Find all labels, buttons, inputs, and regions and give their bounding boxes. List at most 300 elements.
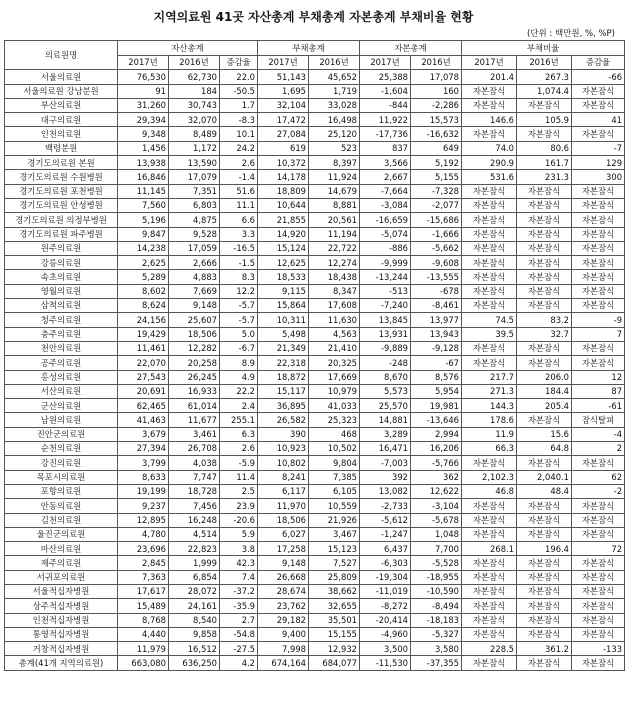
cell-ratio-change: 7 [572, 327, 625, 341]
cell-ratio-2016: 자본잠식 [517, 284, 572, 298]
cell-ratio-change: 자본잠식 [572, 570, 625, 584]
cell-equity-2016: 362 [411, 470, 462, 484]
cell-ratio-2017: 자본잠식 [462, 599, 517, 613]
cell-assets-change: 42.3 [220, 556, 258, 570]
table-row [5, 141, 625, 155]
table-row [5, 470, 625, 484]
table-row [5, 642, 625, 656]
cell-name: 경기도의료원 의정부병원 [5, 213, 118, 227]
cell-liab-2017: 12,625 [258, 256, 309, 270]
cell-equity-2016: -678 [411, 284, 462, 298]
cell-ratio-change: 잠식탈피 [572, 413, 625, 427]
cell-ratio-2017: 자본잠식 [462, 84, 517, 98]
cell-assets-change: -37.2 [220, 584, 258, 598]
cell-liab-2017: 28,674 [258, 584, 309, 598]
cell-assets-2017: 29,394 [118, 113, 169, 127]
cell-liab-2016: 11,924 [309, 170, 360, 184]
cell-liab-2016: 25,120 [309, 127, 360, 141]
cell-liab-2016: 17,608 [309, 299, 360, 313]
cell-name: 백령분원 [5, 141, 118, 155]
table-row [5, 556, 625, 570]
cell-ratio-2017: 74.0 [462, 141, 517, 155]
cell-liab-2017: 390 [258, 427, 309, 441]
cell-equity-2017: -513 [360, 284, 411, 298]
cell-name: 홍성의료원 [5, 370, 118, 384]
cell-assets-2017: 15,489 [118, 599, 169, 613]
cell-liab-2017: 6,027 [258, 527, 309, 541]
cell-assets-2017: 17,617 [118, 584, 169, 598]
cell-ratio-2016: 자본잠식 [517, 456, 572, 470]
cell-name: 경기도의료원 파주병원 [5, 227, 118, 241]
table-row [5, 499, 625, 513]
cell-assets-2017: 9,348 [118, 127, 169, 141]
table-row [5, 213, 625, 227]
cell-liab-2016: 3,467 [309, 527, 360, 541]
cell-name: 울진군의료원 [5, 527, 118, 541]
cell-assets-2016: 4,038 [169, 456, 220, 470]
cell-ratio-2016: 83.2 [517, 313, 572, 327]
cell-equity-2017: -11,530 [360, 656, 411, 670]
cell-assets-2016: 1,999 [169, 556, 220, 570]
cell-equity-2016: -5,678 [411, 513, 462, 527]
cell-equity-2016: -67 [411, 356, 462, 370]
cell-name: 강진의료원 [5, 456, 118, 470]
cell-ratio-2016: 자본잠식 [517, 184, 572, 198]
cell-assets-2016: 184 [169, 84, 220, 98]
cell-assets-change: 6.3 [220, 427, 258, 441]
cell-assets-change: 1.7 [220, 98, 258, 112]
cell-equity-2017: -11,019 [360, 584, 411, 598]
cell-equity-2017: -1,247 [360, 527, 411, 541]
cell-ratio-2016: 자본잠식 [517, 356, 572, 370]
cell-equity-2016: -8,461 [411, 299, 462, 313]
cell-equity-2017: 13,082 [360, 484, 411, 498]
cell-assets-change: 6.6 [220, 213, 258, 227]
cell-equity-2016: 19,981 [411, 399, 462, 413]
cell-equity-2016: -18,955 [411, 570, 462, 584]
cell-liab-2016: 14,679 [309, 184, 360, 198]
cell-ratio-2017: 자본잠식 [462, 98, 517, 112]
cell-assets-change: 51.6 [220, 184, 258, 198]
cell-liab-2017: 17,472 [258, 113, 309, 127]
cell-assets-2016: 30,743 [169, 98, 220, 112]
cell-assets-2016: 26,708 [169, 442, 220, 456]
cell-assets-2016: 25,607 [169, 313, 220, 327]
cell-ratio-2017: 201.4 [462, 70, 517, 84]
cell-ratio-2016: 자본잠식 [517, 599, 572, 613]
cell-assets-change: -54.8 [220, 627, 258, 641]
cell-ratio-2016: 184.4 [517, 384, 572, 398]
cell-liab-2016: 41,033 [309, 399, 360, 413]
cell-liab-2016: 468 [309, 427, 360, 441]
cell-liab-2016: 11,194 [309, 227, 360, 241]
cell-assets-change: 11.1 [220, 198, 258, 212]
cell-liab-2017: 32,104 [258, 98, 309, 112]
cell-ratio-change: 자본잠식 [572, 556, 625, 570]
cell-ratio-2016: 자본잠식 [517, 513, 572, 527]
cell-ratio-2017: 39.5 [462, 327, 517, 341]
cell-assets-2016: 6,803 [169, 198, 220, 212]
cell-assets-2016: 11,677 [169, 413, 220, 427]
cell-equity-2016: -7,328 [411, 184, 462, 198]
cell-assets-2016: 7,456 [169, 499, 220, 513]
cell-assets-change: -1.5 [220, 256, 258, 270]
cell-liab-2016: 7,385 [309, 470, 360, 484]
cell-ratio-2016: 205.4 [517, 399, 572, 413]
cell-name: 인천적십자병원 [5, 613, 118, 627]
header-year-2017: 2017년 [118, 56, 169, 70]
cell-liab-2016: 9,804 [309, 456, 360, 470]
cell-assets-2016: 17,059 [169, 241, 220, 255]
cell-equity-2017: 3,566 [360, 156, 411, 170]
cell-assets-change: -35.9 [220, 599, 258, 613]
cell-equity-2016: -2,077 [411, 198, 462, 212]
cell-ratio-2016: 자본잠식 [517, 613, 572, 627]
cell-equity-2016: -9,128 [411, 341, 462, 355]
cell-liab-2017: 15,864 [258, 299, 309, 313]
cell-ratio-change: -66 [572, 70, 625, 84]
cell-equity-2017: -13,244 [360, 270, 411, 284]
cell-ratio-2016: 자본잠식 [517, 584, 572, 598]
header-equity: 자본총계 [360, 41, 462, 56]
cell-ratio-2017: 자본잠식 [462, 184, 517, 198]
table-row [5, 170, 625, 184]
cell-equity-2016: -3,104 [411, 499, 462, 513]
cell-liab-2016: 4,563 [309, 327, 360, 341]
cell-name: 군산의료원 [5, 399, 118, 413]
cell-liab-2016: 8,881 [309, 198, 360, 212]
cell-assets-2016: 62,730 [169, 70, 220, 84]
cell-liab-2017: 23,762 [258, 599, 309, 613]
cell-liab-2017: 21,855 [258, 213, 309, 227]
cell-name: 경기도의료원 수원병원 [5, 170, 118, 184]
cell-equity-2016: -13,555 [411, 270, 462, 284]
cell-assets-change: 5.0 [220, 327, 258, 341]
table-row [5, 627, 625, 641]
cell-liab-2016: 25,323 [309, 413, 360, 427]
cell-ratio-2017: 자본잠식 [462, 227, 517, 241]
cell-equity-2016: -13,646 [411, 413, 462, 427]
cell-assets-2016: 17,079 [169, 170, 220, 184]
cell-name: 서귀포의료원 [5, 570, 118, 584]
cell-ratio-2017: 146.6 [462, 113, 517, 127]
cell-ratio-change: 자본잠식 [572, 627, 625, 641]
cell-assets-2017: 663,080 [118, 656, 169, 670]
cell-liab-2017: 15,124 [258, 241, 309, 255]
table-row [5, 542, 625, 556]
cell-assets-change: 4.9 [220, 370, 258, 384]
cell-ratio-change: 자본잠식 [572, 84, 625, 98]
header-liabilities: 부채총계 [258, 41, 360, 56]
cell-liab-2017: 10,644 [258, 198, 309, 212]
cell-assets-2017: 16,846 [118, 170, 169, 184]
cell-assets-2016: 16,512 [169, 642, 220, 656]
cell-liab-2017: 18,809 [258, 184, 309, 198]
cell-equity-2016: 5,954 [411, 384, 462, 398]
cell-ratio-change: 자본잠식 [572, 527, 625, 541]
cell-assets-2016: 2,666 [169, 256, 220, 270]
cell-assets-change: 2.6 [220, 442, 258, 456]
cell-assets-2017: 4,440 [118, 627, 169, 641]
cell-assets-2017: 3,679 [118, 427, 169, 441]
cell-equity-2016: 3,580 [411, 642, 462, 656]
cell-equity-2016: 7,700 [411, 542, 462, 556]
cell-equity-2017: -17,736 [360, 127, 411, 141]
cell-liab-2017: 9,115 [258, 284, 309, 298]
cell-equity-2017: -19,304 [360, 570, 411, 584]
table-row [5, 127, 625, 141]
cell-equity-2016: 13,977 [411, 313, 462, 327]
cell-assets-change: 11.4 [220, 470, 258, 484]
cell-equity-2017: 3,289 [360, 427, 411, 441]
cell-ratio-change: 자본잠식 [572, 227, 625, 241]
cell-assets-2016: 8,540 [169, 613, 220, 627]
cell-ratio-2017: 217.7 [462, 370, 517, 384]
cell-name: 상주적십자병원 [5, 599, 118, 613]
cell-assets-2016: 61,014 [169, 399, 220, 413]
cell-assets-2017: 20,691 [118, 384, 169, 398]
cell-equity-2016: -37,355 [411, 656, 462, 670]
cell-ratio-change: -61 [572, 399, 625, 413]
table-row [5, 570, 625, 584]
cell-ratio-2016: 자본잠식 [517, 656, 572, 670]
table-row [5, 513, 625, 527]
cell-ratio-2017: 144.3 [462, 399, 517, 413]
cell-equity-2017: -1,604 [360, 84, 411, 98]
cell-ratio-2016: 자본잠식 [517, 213, 572, 227]
cell-equity-2016: 5,192 [411, 156, 462, 170]
cell-assets-2017: 41,463 [118, 413, 169, 427]
cell-ratio-2017: 290.9 [462, 156, 517, 170]
cell-liab-2016: 10,502 [309, 442, 360, 456]
cell-name: 천안의료원 [5, 341, 118, 355]
cell-liab-2017: 21,349 [258, 341, 309, 355]
cell-equity-2017: 13,845 [360, 313, 411, 327]
cell-equity-2016: -15,686 [411, 213, 462, 227]
cell-liab-2016: 10,979 [309, 384, 360, 398]
cell-assets-2017: 4,780 [118, 527, 169, 541]
table-row [5, 413, 625, 427]
cell-equity-2017: 8,670 [360, 370, 411, 384]
cell-equity-2016: 15,573 [411, 113, 462, 127]
cell-ratio-change: -9 [572, 313, 625, 327]
cell-ratio-change: 자본잠식 [572, 356, 625, 370]
cell-assets-change: 23.9 [220, 499, 258, 513]
cell-assets-change: 22.2 [220, 384, 258, 398]
cell-liab-2016: 1,719 [309, 84, 360, 98]
cell-name: 영월의료원 [5, 284, 118, 298]
header-debt-ratio: 부채비율 [462, 41, 625, 56]
cell-assets-2017: 9,237 [118, 499, 169, 513]
cell-liab-2017: 18,533 [258, 270, 309, 284]
cell-liab-2016: 684,077 [309, 656, 360, 670]
cell-liab-2017: 26,582 [258, 413, 309, 427]
header-change-ratio: 증감율 [572, 56, 625, 70]
cell-ratio-change: -4 [572, 427, 625, 441]
cell-ratio-2017: 2,102.3 [462, 470, 517, 484]
cell-ratio-2016: 105.9 [517, 113, 572, 127]
cell-ratio-2016: 64.8 [517, 442, 572, 456]
header-name: 의료원명 [5, 41, 118, 70]
cell-assets-2016: 20,258 [169, 356, 220, 370]
header-year-2017: 2017년 [462, 56, 517, 70]
cell-liab-2016: 22,722 [309, 241, 360, 255]
table-row [5, 370, 625, 384]
cell-ratio-change: 12 [572, 370, 625, 384]
cell-ratio-2016: 80.6 [517, 141, 572, 155]
cell-assets-2017: 19,199 [118, 484, 169, 498]
cell-equity-2016: -8,494 [411, 599, 462, 613]
cell-assets-2016: 9,148 [169, 299, 220, 313]
cell-liab-2016: 15,123 [309, 542, 360, 556]
table-row [5, 384, 625, 398]
cell-ratio-2017: 268.1 [462, 542, 517, 556]
cell-ratio-2016: 231.3 [517, 170, 572, 184]
cell-ratio-change: 62 [572, 470, 625, 484]
cell-ratio-change: 129 [572, 156, 625, 170]
cell-ratio-2017: 자본잠식 [462, 299, 517, 313]
cell-assets-2016: 3,461 [169, 427, 220, 441]
table-row [5, 184, 625, 198]
cell-ratio-2016: 48.4 [517, 484, 572, 498]
cell-equity-2017: -9,999 [360, 256, 411, 270]
cell-assets-2016: 22,823 [169, 542, 220, 556]
cell-assets-2016: 28,072 [169, 584, 220, 598]
cell-ratio-2017: 자본잠식 [462, 527, 517, 541]
cell-ratio-change: 자본잠식 [572, 127, 625, 141]
cell-equity-2016: -5,662 [411, 241, 462, 255]
cell-ratio-2017: 46.8 [462, 484, 517, 498]
cell-ratio-2016: 2,040.1 [517, 470, 572, 484]
cell-equity-2017: -248 [360, 356, 411, 370]
table-row [5, 341, 625, 355]
cell-name: 남원의료원 [5, 413, 118, 427]
cell-ratio-2017: 531.6 [462, 170, 517, 184]
cell-equity-2016: -5,327 [411, 627, 462, 641]
cell-assets-change: -5.7 [220, 313, 258, 327]
cell-equity-2017: -844 [360, 98, 411, 112]
cell-liab-2017: 22,318 [258, 356, 309, 370]
table-row [5, 227, 625, 241]
cell-assets-2017: 14,238 [118, 241, 169, 255]
cell-ratio-2016: 자본잠식 [517, 570, 572, 584]
cell-ratio-change: 자본잠식 [572, 270, 625, 284]
table-row [5, 98, 625, 112]
table-row [5, 613, 625, 627]
cell-ratio-2017: 11.9 [462, 427, 517, 441]
cell-ratio-2017: 자본잠식 [462, 499, 517, 513]
cell-name: 강릉의료원 [5, 256, 118, 270]
cell-assets-2016: 4,883 [169, 270, 220, 284]
cell-liab-2016: 45,652 [309, 70, 360, 84]
cell-name: 경기도의료원 안성병원 [5, 198, 118, 212]
cell-assets-change: 24.2 [220, 141, 258, 155]
cell-equity-2017: -4,960 [360, 627, 411, 641]
cell-liab-2016: 10,559 [309, 499, 360, 513]
cell-equity-2016: 12,622 [411, 484, 462, 498]
cell-ratio-2016: 15.6 [517, 427, 572, 441]
cell-assets-2016: 32,070 [169, 113, 220, 127]
cell-assets-2017: 91 [118, 84, 169, 98]
cell-name: 경기도의료원 본원 [5, 156, 118, 170]
cell-liab-2017: 674,164 [258, 656, 309, 670]
cell-ratio-2017: 자본잠식 [462, 284, 517, 298]
cell-assets-2016: 13,590 [169, 156, 220, 170]
cell-assets-change: -5.9 [220, 456, 258, 470]
cell-liab-2017: 6,117 [258, 484, 309, 498]
cell-ratio-2016: 자본잠식 [517, 256, 572, 270]
cell-ratio-2017: 자본잠식 [462, 627, 517, 641]
cell-name: 진안군의료원 [5, 427, 118, 441]
cell-ratio-2017: 자본잠식 [462, 556, 517, 570]
cell-assets-change: 22.0 [220, 70, 258, 84]
hospital-financial-table [4, 40, 625, 671]
cell-liab-2017: 5,498 [258, 327, 309, 341]
cell-liab-2016: 16,498 [309, 113, 360, 127]
header-assets: 자산총계 [118, 41, 258, 56]
cell-equity-2016: -18,183 [411, 613, 462, 627]
cell-equity-2017: 16,471 [360, 442, 411, 456]
cell-equity-2017: -5,074 [360, 227, 411, 241]
cell-liab-2016: 12,932 [309, 642, 360, 656]
table-row [5, 84, 625, 98]
cell-assets-change: 2.7 [220, 613, 258, 627]
cell-liab-2017: 18,506 [258, 513, 309, 527]
cell-liab-2016: 21,926 [309, 513, 360, 527]
cell-ratio-2016: 자본잠식 [517, 198, 572, 212]
cell-liab-2016: 35,501 [309, 613, 360, 627]
cell-assets-change: 4.2 [220, 656, 258, 670]
cell-assets-2017: 8,602 [118, 284, 169, 298]
cell-assets-2016: 9,858 [169, 627, 220, 641]
table-body [5, 70, 625, 670]
table-row [5, 156, 625, 170]
cell-ratio-2017: 자본잠식 [462, 456, 517, 470]
cell-ratio-2016: 267.3 [517, 70, 572, 84]
cell-ratio-2017: 자본잠식 [462, 198, 517, 212]
cell-assets-2016: 7,351 [169, 184, 220, 198]
cell-equity-2017: 25,570 [360, 399, 411, 413]
cell-ratio-2016: 자본잠식 [517, 527, 572, 541]
cell-name: 김천의료원 [5, 513, 118, 527]
cell-equity-2017: -7,664 [360, 184, 411, 198]
cell-ratio-2017: 자본잠식 [462, 270, 517, 284]
cell-assets-2016: 12,282 [169, 341, 220, 355]
cell-ratio-2016: 206.0 [517, 370, 572, 384]
header-year-2016: 2016년 [517, 56, 572, 70]
cell-equity-2017: 13,931 [360, 327, 411, 341]
cell-liab-2016: 20,561 [309, 213, 360, 227]
table-row [5, 284, 625, 298]
header-year-2017: 2017년 [258, 56, 309, 70]
cell-equity-2017: 392 [360, 470, 411, 484]
cell-assets-change: 3.8 [220, 542, 258, 556]
table-row [5, 527, 625, 541]
cell-name: 포항의료원 [5, 484, 118, 498]
cell-ratio-change: 자본잠식 [572, 198, 625, 212]
cell-assets-2017: 27,394 [118, 442, 169, 456]
cell-ratio-change: 자본잠식 [572, 656, 625, 670]
cell-ratio-2016: 1,074.4 [517, 84, 572, 98]
cell-name: 청주의료원 [5, 313, 118, 327]
cell-ratio-change: 72 [572, 542, 625, 556]
cell-ratio-2017: 자본잠식 [462, 356, 517, 370]
table-row [5, 270, 625, 284]
cell-ratio-2016: 자본잠식 [517, 98, 572, 112]
cell-name: 순천의료원 [5, 442, 118, 456]
cell-name: 대구의료원 [5, 113, 118, 127]
cell-ratio-change: 자본잠식 [572, 456, 625, 470]
